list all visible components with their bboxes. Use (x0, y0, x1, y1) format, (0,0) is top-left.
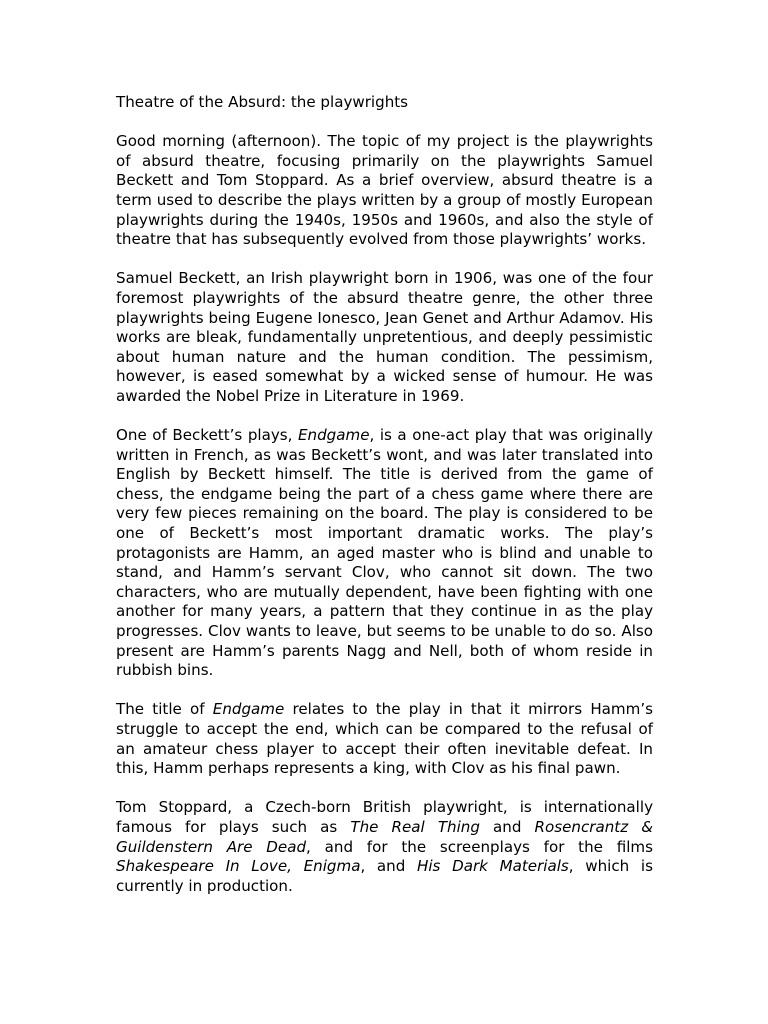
paragraph-text: , and (360, 857, 418, 876)
paragraph-tom-stoppard (116, 798, 653, 896)
play-title-rosencrantz-guildenstern: Rosencrantz & Guildenstern Are Dead (116, 817, 653, 856)
paragraph-text: The title of (116, 700, 213, 719)
paragraph-text: Tom Stoppard, a Czech-born British playwright, is internationally famous for plays such as (116, 798, 653, 836)
paragraph-text: , and for the screenplays for the films (306, 837, 654, 856)
paragraph-text: One of Beckett’s plays, (116, 426, 298, 445)
film-titles: Shakespeare In Love, Enigma (116, 857, 361, 876)
paragraph-text: and (479, 817, 535, 836)
paragraph-endgame-title (116, 700, 653, 778)
document-page (116, 93, 653, 896)
film-title-his-dark-materials: His Dark Materials (417, 857, 569, 876)
play-title-the-real-thing: The Real Thing (350, 817, 480, 836)
paragraph-text: relates to the play in that it mirrors Hamm’s struggle to accept the end, which can be compared to the refusal of an amateur chess player to accept their often inevitable defeat. In this, Hamm perhaps represents a king, with Clov as his final pawn. (116, 700, 653, 778)
paragraph-introduction (116, 132, 653, 250)
document-title: Theatre of the Absurd: the playwrights (116, 93, 409, 111)
paragraph-text: Samuel Beckett, an Irish playwright born in 1906, was one of the four foremost playwrights of the absurd theatre genre, the other three playwrights being Eugene Ionesco, Jean Genet and Arthur Adamov. His works are bleak, fundamentally unpretentious, and deeply pessimistic about human nature and the human condition. The pessimism, however, is eased somewhat by a wicked sense of humour. He was awarded the Nobel Prize in Literature in 1969. (116, 269, 653, 405)
paragraph-endgame (116, 426, 653, 681)
paragraph-text: , which is currently in production. (116, 857, 653, 895)
paragraph-samuel-beckett (116, 269, 653, 406)
play-title-endgame: Endgame (297, 426, 370, 445)
paragraph-text: , is a one-act play that was originally written in French, as was Beckett’s wont, and was later translated into English by Beckett himself. The title is derived from the game of chess, the endgame being the part of a chess game where there are very few pieces remaining on the board. The play is considered to be one of Beckett’s most important dramatic works. The play’s protagonists are Hamm, an aged master who is blind and unable to stand, and Hamm’s servant Clov, who cannot sit down. The two characters, who are mutually dependent, have been fighting with one another for many years, a pattern that they continue in as the play progresses. Clov wants to leave, but seems to be unable to do so. Also present are Hamm’s parents Nagg and Nell, both of whom reside in rubbish bins. (116, 426, 653, 680)
paragraph-text: Good morning (afternoon). The topic of my project is the playwrights of absurd theatre, focusing primarily on the playwrights Samuel Beckett and Tom Stoppard. As a brief overview, absurd theatre is a term used to describe the plays written by a group of mostly European playwrights during the 1940s, 1950s and 1960s, and also the style of theatre that has subsequently evolved from those playwrights’ works. (116, 132, 653, 249)
play-title-endgame: Endgame (212, 700, 285, 719)
